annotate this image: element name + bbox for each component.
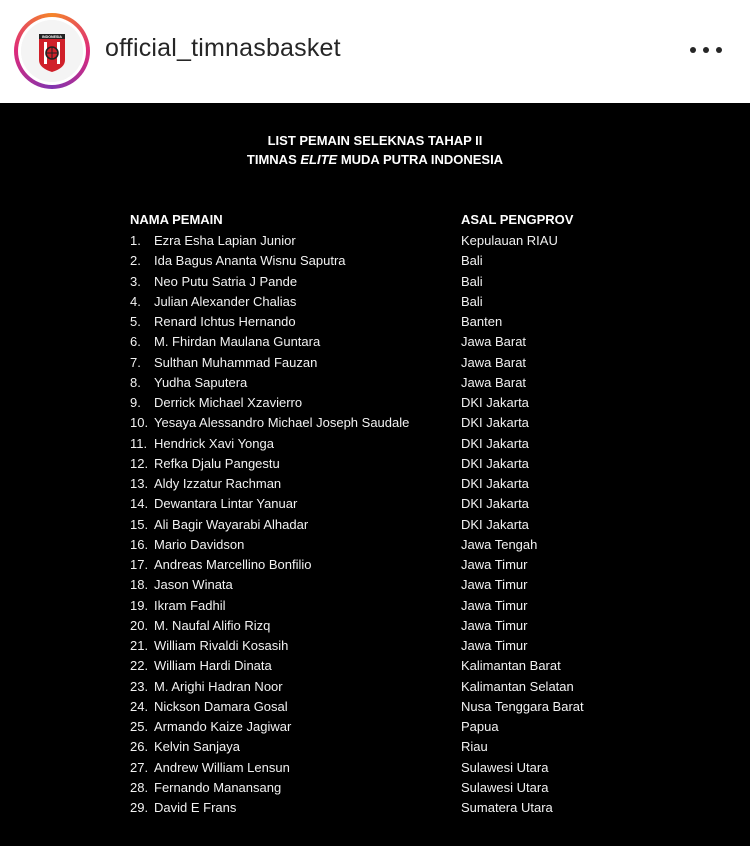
player-name: Jason Winata: [154, 577, 233, 593]
player-number: 25.: [130, 719, 149, 734]
list-item: [0, 758, 750, 778]
post-header: [0, 0, 750, 103]
username-link[interactable]: official_timnasbasket: [105, 34, 341, 62]
player-province: DKI Jakarta: [461, 395, 529, 410]
player-province: Jawa Timur: [461, 577, 528, 593]
player-name: David E Frans: [154, 800, 237, 815]
player-province: Jawa Timur: [461, 617, 528, 633]
player-name: Aldy Izzatur Rachman: [154, 476, 282, 491]
list-title: LIST PEMAIN SELEKNAS TAHAP II: [267, 133, 483, 148]
player-number: 21.: [130, 638, 149, 653]
player-name: Neo Putu Satria J Pande: [154, 273, 298, 289]
player-name: William Rivaldi Kosasih: [154, 638, 289, 653]
player-province: Sumatera Utara: [461, 800, 553, 815]
player-number: 15.: [130, 516, 149, 532]
player-province: Kepulauan RIAU: [461, 233, 558, 248]
player-number: 1.: [130, 233, 141, 248]
player-name: William Hardi Dinata: [154, 658, 272, 674]
player-province: Jawa Timur: [461, 597, 528, 613]
list-item: [0, 292, 750, 312]
list-item: [0, 231, 750, 251]
player-number: 5.: [130, 314, 141, 329]
player-number: 12.: [130, 455, 149, 471]
player-province: Bali: [461, 273, 483, 289]
list-item: [0, 535, 750, 555]
list-item: [0, 312, 750, 332]
player-province: Bali: [461, 253, 483, 269]
player-name: Yudha Saputera: [154, 374, 248, 390]
player-number: 28.: [130, 779, 149, 795]
player-province: Jawa Tengah: [461, 536, 538, 552]
player-name: Kelvin Sanjaya: [154, 739, 240, 755]
list-item: [0, 616, 750, 636]
list-item: [0, 677, 750, 697]
player-name: Nickson Damara Gosal: [154, 698, 288, 714]
player-number: 11.: [130, 435, 148, 451]
player-province: Jawa Barat: [461, 334, 527, 350]
player-name: Armando Kaize Jagiwar: [154, 719, 292, 734]
player-number: 13.: [130, 476, 149, 491]
player-number: 6.: [130, 334, 141, 350]
player-number: 26.: [130, 739, 149, 755]
player-province: Kalimantan Barat: [461, 658, 561, 674]
player-name: Andreas Marcellino Bonfilio: [154, 557, 312, 572]
list-item: [0, 798, 750, 818]
player-name: Hendrick Xavi Yonga: [154, 435, 274, 451]
player-name: M. Fhirdan Maulana Guntara: [154, 334, 321, 350]
player-province: Bali: [461, 293, 483, 309]
avatar[interactable]: [21, 20, 83, 82]
player-name: Yesaya Alessandro Michael Joseph Saudale: [154, 415, 410, 431]
player-number: 17.: [130, 557, 149, 572]
list-item: [0, 737, 750, 757]
player-province: Sulawesi Utara: [461, 779, 549, 795]
list-item: [0, 636, 750, 656]
player-number: 19.: [130, 597, 149, 613]
player-number: 18.: [130, 577, 149, 593]
player-name: Ali Bagir Wayarabi Alhadar: [154, 516, 309, 532]
list-item: [0, 413, 750, 433]
player-number: 10.: [130, 415, 149, 431]
player-number: 2.: [130, 253, 141, 269]
player-number: 24.: [130, 698, 149, 714]
player-number: 27.: [130, 759, 149, 775]
avatar-story-ring[interactable]: [14, 13, 90, 89]
player-name: Ezra Esha Lapian Junior: [154, 233, 296, 248]
player-number: 7.: [130, 354, 141, 370]
player-province: DKI Jakarta: [461, 496, 529, 512]
list-item: [0, 494, 750, 514]
player-province: Jawa Timur: [461, 638, 528, 653]
post-image[interactable]: [0, 103, 750, 846]
player-name: Dewantara Lintar Yanuar: [154, 496, 298, 512]
player-number: 3.: [130, 273, 141, 289]
player-name: Julian Alexander Chalias: [154, 293, 297, 309]
player-number: 22.: [130, 658, 149, 674]
player-province: Papua: [461, 719, 499, 734]
player-province: Kalimantan Selatan: [461, 678, 574, 694]
column-header-province: ASAL PENGPROV: [461, 212, 574, 227]
player-province: DKI Jakarta: [461, 516, 529, 532]
list-item: [0, 778, 750, 798]
player-number: 14.: [130, 496, 149, 512]
player-name: Sulthan Muhammad Fauzan: [154, 354, 318, 370]
player-province: Sulawesi Utara: [461, 759, 549, 775]
player-province: Jawa Barat: [461, 354, 527, 370]
player-province: DKI Jakarta: [461, 476, 529, 491]
list-item: [0, 555, 750, 575]
list-item: [0, 656, 750, 676]
player-name: Ikram Fadhil: [154, 597, 226, 613]
list-item: [0, 332, 750, 352]
player-province: DKI Jakarta: [461, 455, 529, 471]
list-item: [0, 373, 750, 393]
player-number: 4.: [130, 293, 141, 309]
player-province: Banten: [461, 314, 503, 329]
player-province: Riau: [461, 739, 488, 755]
list-item: [0, 434, 750, 454]
more-options-icon[interactable]: [690, 40, 722, 60]
list-item: [0, 393, 750, 413]
player-province: Jawa Barat: [461, 374, 527, 390]
player-name: Refka Djalu Pangestu: [154, 455, 280, 471]
player-list: [0, 231, 750, 818]
list-item: [0, 575, 750, 595]
list-item: [0, 251, 750, 271]
list-item: [0, 697, 750, 717]
player-name: Ida Bagus Ananta Wisnu Saputra: [154, 253, 346, 269]
player-province: Nusa Tenggara Barat: [461, 698, 584, 714]
player-province: DKI Jakarta: [461, 415, 529, 431]
player-province: DKI Jakarta: [461, 435, 529, 451]
player-number: 20.: [130, 617, 149, 633]
list-item: [0, 515, 750, 535]
player-name: M. Arighi Hadran Noor: [154, 678, 283, 694]
player-number: 8.: [130, 374, 141, 390]
player-number: 23.: [130, 678, 149, 694]
list-item: [0, 353, 750, 373]
player-number: 16.: [130, 536, 149, 552]
list-subtitle: TIMNAS ELITE MUDA PUTRA INDONESIA: [246, 152, 504, 167]
column-header-name: NAMA PEMAIN: [130, 212, 223, 227]
subtitle-emphasis: ELITE: [300, 152, 338, 167]
logo-text: INDONESIA: [42, 35, 62, 39]
player-name: Andrew William Lensun: [154, 759, 290, 775]
list-item: [0, 596, 750, 616]
list-item: [0, 454, 750, 474]
player-name: Renard Ichtus Hernando: [154, 314, 296, 329]
list-item: [0, 474, 750, 494]
player-name: Derrick Michael Xzavierro: [154, 395, 303, 410]
player-name: Mario Davidson: [154, 536, 245, 552]
player-number: 29.: [130, 800, 149, 815]
player-name: M. Naufal Alifio Rizq: [154, 617, 271, 633]
list-item: [0, 272, 750, 292]
list-item: [0, 717, 750, 737]
timnas-basketball-logo-icon: [21, 20, 83, 82]
player-name: Fernando Manansang: [154, 779, 282, 795]
player-province: Jawa Timur: [461, 557, 528, 572]
player-number: 9.: [130, 395, 141, 410]
